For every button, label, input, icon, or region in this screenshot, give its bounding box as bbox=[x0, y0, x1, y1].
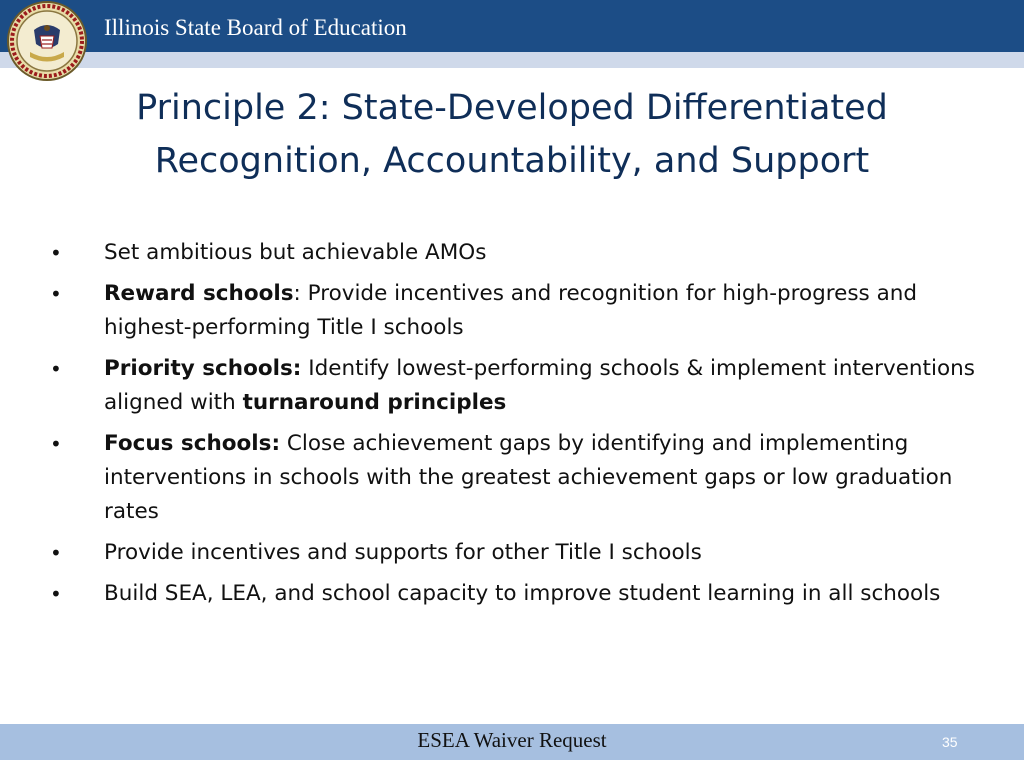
org-name: Illinois State Board of Education bbox=[104, 15, 407, 40]
header-strip bbox=[0, 52, 1024, 68]
slide-title-line: Principle 2: State-Developed Differentiated bbox=[136, 88, 888, 128]
bullet-icon: • bbox=[50, 241, 62, 265]
page-number: 35 bbox=[942, 734, 958, 750]
bullet-icon: • bbox=[50, 282, 62, 306]
list-item bbox=[48, 352, 1008, 420]
list-item bbox=[48, 427, 1008, 529]
bullet-bold: Focus schools: bbox=[104, 431, 281, 456]
bullet-icon: • bbox=[50, 582, 62, 606]
list-item bbox=[48, 536, 1008, 570]
list-item bbox=[48, 577, 1008, 611]
bullet-icon: • bbox=[50, 541, 62, 565]
state-seal-icon bbox=[6, 0, 88, 82]
bullet-list bbox=[48, 236, 1008, 618]
bullet-bold: Priority schools: bbox=[104, 356, 302, 381]
bullet-text: Build SEA, LEA, and school capacity to improve student learning in all schools bbox=[104, 581, 941, 606]
bullet-text: Provide incentives and supports for other Title I schools bbox=[104, 540, 702, 565]
bullet-text: : Provide incentives and recognition for high-progress and highest-performing Title I schools bbox=[104, 281, 918, 340]
bullet-text: Set ambitious but achievable AMOs bbox=[104, 240, 487, 265]
bullet-text: Close achievement gaps by identifying and implementing interventions in schools with the greatest achievement gaps or low graduation rates bbox=[104, 431, 953, 524]
slide-title-line: Recognition, Accountability, and Support bbox=[154, 141, 870, 181]
bullet-bold: Reward schools bbox=[104, 281, 294, 306]
bullet-icon: • bbox=[50, 357, 62, 381]
footer-title: ESEA Waiver Request bbox=[417, 728, 607, 752]
bullet-bold-end: turnaround principles bbox=[242, 390, 507, 415]
list-item bbox=[48, 236, 1008, 270]
slide-title bbox=[0, 82, 1024, 188]
list-item bbox=[48, 277, 1008, 345]
bullet-icon: • bbox=[50, 432, 62, 456]
bullet-text: Identify lowest-performing schools & implement interventions aligned with bbox=[104, 356, 975, 415]
